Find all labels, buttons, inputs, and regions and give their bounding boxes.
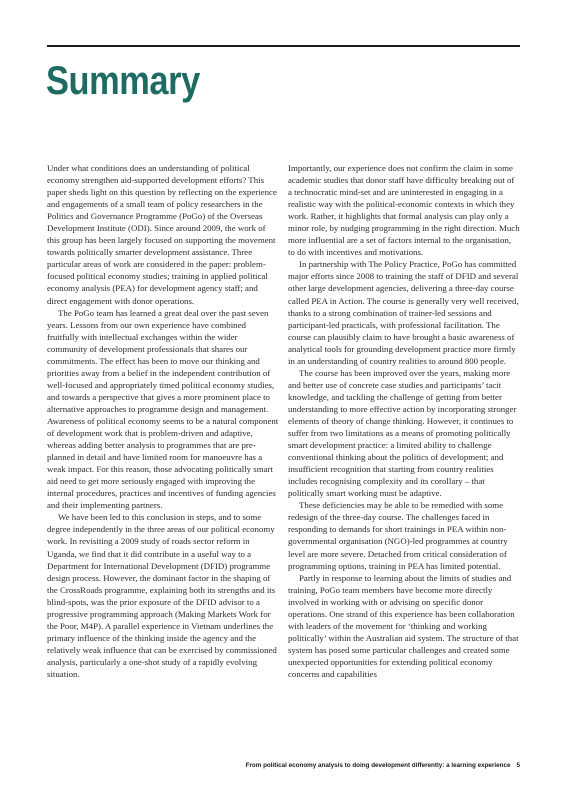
page-number: 5 bbox=[516, 762, 520, 769]
left-column bbox=[47, 162, 279, 680]
right-column bbox=[288, 162, 520, 680]
footer-title: From political economy analysis to doing development differently: a learning experience bbox=[245, 762, 511, 769]
paragraph: These deficiencies may be able to be remedied with some redesign of the three-day course. The challenges faced in responding to demands for short trainings in PEA within non-governmental organisation (NGO)-led programmes at country level are more severe. Detached from critical consideration of programming options, training in PEA has limited potential. bbox=[288, 500, 508, 571]
page-title: Summary bbox=[46, 59, 200, 103]
paragraph: Importantly, our experience does not confirm the claim in some academic studies that donor staff have difficulty breaking out of a technocratic mind-set and are uninterested in engaging in a realistic way with the political-economic contexts in which they work. Rather, it highlights that formal analysis can play only a minor role, by nudging programming in the right direction. Much more influential are a set of factors internal to the organisation, to do with incentives and motivations. bbox=[288, 163, 520, 258]
paragraph: The PoGo team has learned a great deal over the past seven years. Lessons from our own experience have combined fruitfully with intellectual exchanges within the wider community of development professionals that shares our commitments. The effect has been to move our thinking and priorities away from a belief in the independent contribution of well-focused and appropriately timed political economy studies, and towards a perspective that gives a more prominent place to alternative approaches to programme design and management. Awareness of political economy seems to be a natural component of development work that is problem-driven and adaptive, whereas adding better analysis to programmes that are pre-planned in detail and have limited room for manoeuvre has a weak impact. For this reason, those advocating politically smart aid need to get more seriously engaged with improving the internal procedures, practices and incentives of funding agencies and their implementing partners. bbox=[47, 307, 279, 511]
paragraph: We have been led to this conclusion in steps, and to some degree independently in the three areas of our political economy work. In revisiting a 2009 study of roads sector reform in Uganda, we find that it did contribute in a useful way to a Department for International Development (DFID) programme design process. However, the dominant factor in the shaping of the CrossRoads programme, explaining both its strengths and its blind-spots, was the prior exposure of the DFID advisor to a progressive programming approach (Making Markets Work for the Poor, M4P). A parallel experience in Vietnam underlines the primary influence of the thinking inside the agency and the relatively weak influence that can be exercised by commissioned analysis, particularly a one-shot study of a rapidly evolving situation. bbox=[47, 512, 277, 679]
paragraph: The course has been improved over the years, making more and better use of concrete case studies and participants’ tacit knowledge, and tackling the challenge of getting from better understanding to more effective action by incorporating stronger elements of theory of change thinking. However, it continues to suffer from two limitations as a means of promoting politically smart development practice: a limited ability to challenge conventional thinking about the politics of development; and insufficient recognition that starting from country realities includes recognising complexity and its corollary – that politically smart working must be adaptive. bbox=[288, 367, 517, 499]
paragraph: Partly in response to learning about the limits of studies and training, PoGo team members have become more directly involved in working with or advising on specific donor operations. One strand of this experience has been collaboration with leaders of the movement for ‘thinking and working politically’ within the Australian aid system. The structure of that system has posed some particular challenges and created some unexpected opportunities for extending political economy concerns and capabilities bbox=[288, 572, 519, 679]
paragraph: In partnership with The Policy Practice, PoGo has committed major efforts since 2008 to training the staff of DFID and several other large development agencies, delivering a three-day course called PEA in Action. The course is generally very well received, thanks to a strong combination of trainer-led sessions and participant-led practicals, with professional facilitation. The course can plausibly claim to have brought a basic awareness of analytical tools for grounding development practice more firmly in an understanding of country realities to around 800 people. bbox=[288, 259, 519, 366]
paragraph: Under what conditions does an understanding of political economy strengthen aid-supported development efforts? This paper sheds light on this question by reflecting on the experience and engagements of a small team of policy researchers in the Politics and Governance Programme (PoGo) of the Overseas Development Institute (ODI). Since around 2009, the work of this group has been largely focused on supporting the movement towards politically smarter development assistance. Three particular areas of work are considered in the paper: problem-focused political economy studies; training in applied political economy analysis (PEA) for development agency staff; and direct engagement with donor operations. bbox=[47, 163, 277, 306]
top-rule bbox=[47, 45, 520, 47]
page-footer bbox=[0, 762, 520, 769]
